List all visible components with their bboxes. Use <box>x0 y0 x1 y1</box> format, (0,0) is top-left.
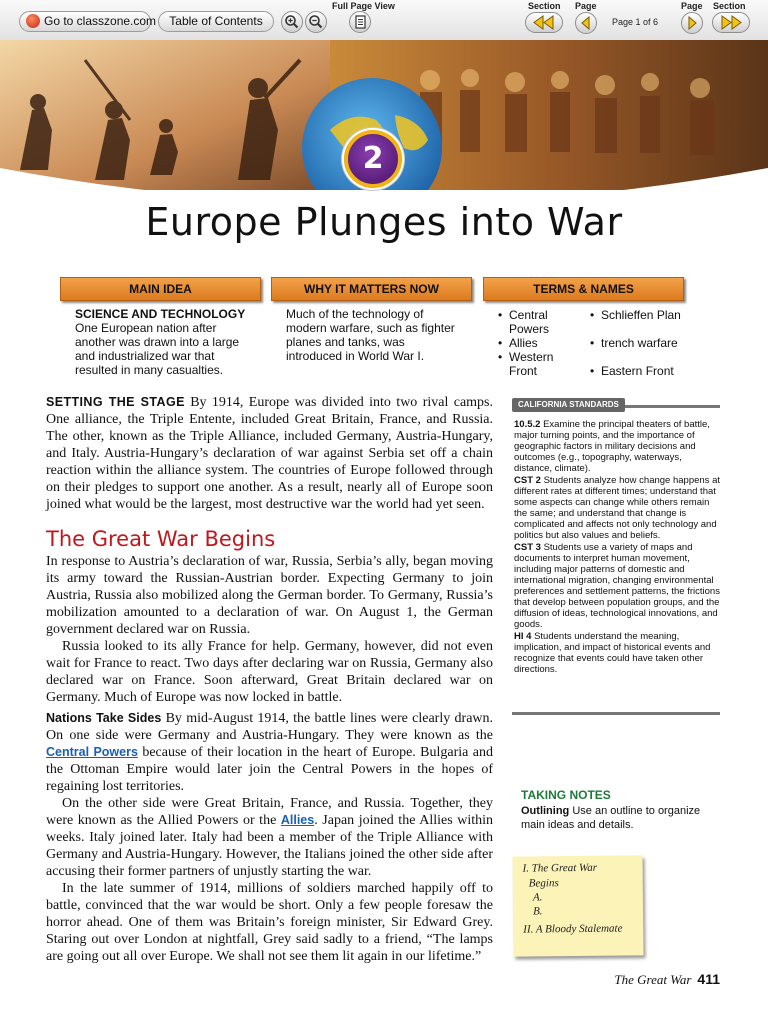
taking-notes-strategy: Outlining <box>521 805 570 817</box>
previous-page-button[interactable] <box>575 12 597 34</box>
main-idea-category: SCIENCE AND TECHNOLOGY <box>75 307 246 321</box>
setting-the-stage-lead: SETTING THE STAGE <box>46 395 185 409</box>
allies-paragraph <box>46 795 493 880</box>
page-indicator: Page 1 of 6 <box>612 17 659 27</box>
page-title: Europe Plunges into War <box>145 200 623 244</box>
paragraph-text: On the other side were Great Britain, France, and Russia. Together, they were known as the Allied Powers or the <box>46 796 493 828</box>
outline-line: I. The Great War <box>522 861 598 875</box>
central-powers-link[interactable]: Central Powers <box>46 745 138 759</box>
standards-label: CALIFORNIA STANDARDS <box>512 398 625 412</box>
classzone-button[interactable] <box>19 11 157 32</box>
paragraph: Russia looked to its ally France for help. Germany, however, did not even wait for France to react. Two days after declaring war on Russia, Germany also declared war on France. Soon afterward, Great Britain declared war on Germany. Much of Europe was now locked in battle. <box>46 639 493 705</box>
table-of-contents-button[interactable]: Table of Contents <box>158 11 274 32</box>
why-it-matters-text: Much of the technology of modern warfare, such as fighter planes and tanks, was introduced in World War I. <box>286 307 455 363</box>
previous-section-button[interactable] <box>525 12 563 33</box>
standards-list <box>514 419 720 676</box>
taking-notes-text: Outlining Use an outline to organize main ideas and details. <box>521 805 701 831</box>
paragraph-text: . Japan joined the Allies within weeks. Italy joined later. Italy had been a member of the Triple Alliance with Germany and Austria-Hungary. However, the Italians joined the other side after accusing their former partners of unjustly starting the war. <box>46 813 493 879</box>
term-item: • Schlieffen Plan <box>590 308 681 322</box>
arrow-left-icon <box>576 13 596 33</box>
term-item: • Western Front <box>498 350 554 378</box>
main-idea-body <box>75 307 250 377</box>
taking-notes-title: TAKING NOTES <box>521 788 611 802</box>
viewer-toolbar <box>0 0 768 41</box>
full-page-view-label: Full Page View <box>332 1 395 11</box>
chapter-number-badge: 2 <box>344 130 402 188</box>
classzone-label: Go to classzone.com <box>44 14 157 28</box>
zoom-in-icon <box>282 12 302 32</box>
page-view-icon <box>350 12 370 32</box>
double-arrow-left-icon <box>526 13 562 32</box>
outline-line: Begins <box>528 877 559 890</box>
term-item: • Eastern Front <box>590 364 674 378</box>
zoom-out-icon <box>306 12 326 32</box>
paragraph: In the late summer of 1914, millions of soldiers marched happily off to battle, convinced that the war would be short. Only a few people foresaw the horror ahead. One of them was Britain’s foreign minister, Sir Edward Grey. Staring out over London at nightfall, Grey said sadly to a friend, “The lamps are going out all over Europe. We shall not see them lit again in our lifetime.” <box>46 881 493 964</box>
zoom-in-button[interactable] <box>281 11 303 33</box>
standard-item: HI 4 Students understand the meaning, implication, and impact of historical events and recognize that events could have taken other directions. <box>514 631 711 675</box>
allies-link[interactable]: Allies <box>280 813 315 827</box>
page-next-label: Page <box>681 1 703 11</box>
why-it-matters-header: WHY IT MATTERS NOW <box>271 277 472 301</box>
terms-names-header: TERMS & NAMES <box>483 277 684 301</box>
section-prev-label: Section <box>528 1 561 11</box>
setting-the-stage-text: By 1914, Europe was divided into two rival camps. One alliance, the Triple Entente, included Great Britain, France, and Russia. The other, known as the Triple Alliance, included Germany, Austria-Hungary, and Italy. Austria-Hungary’s declaration of war against Serbia set off a chain reaction within the alliance system. The countries of Europe followed through on their pledges to support one another. As a result, nearly all of Europe soon joined what would be the largest, most destructive war the world had yet seen. <box>46 395 493 512</box>
paragraph: In response to Austria’s declaration of war, Russia, Serbia’s ally, began moving its army toward the Russian-Austrian border. Expecting Germany to join Austria, Russia also mobilized along the German border. To Germany, Russia’s mobilization amounted to a declaration of war. On August 1, the German government declared war on Russia. <box>46 554 493 637</box>
page-footer <box>614 971 720 988</box>
arrow-right-icon <box>682 13 702 33</box>
paragraph-text: because of their location in the heart of Europe. Bulgaria and the Ottoman Empire would later join the Central Powers in the hopes of regaining lost territories. <box>46 745 493 794</box>
full-page-view-button[interactable] <box>349 11 371 33</box>
next-page-button[interactable] <box>681 12 703 34</box>
globe-icon <box>26 14 40 28</box>
outline-line: B. <box>532 905 543 918</box>
double-arrow-right-icon <box>713 13 749 32</box>
section-next-label: Section <box>713 1 746 11</box>
setting-the-stage <box>46 394 493 513</box>
standards-bottom-rule <box>512 712 720 715</box>
standard-item: CST 2 Students analyze how change happens at different rates at different times; understand that some aspects can change while others remain the same; and understand that change is complicated and affects not only technology and politics but also values and beliefs. <box>514 475 720 541</box>
next-section-button[interactable] <box>712 12 750 33</box>
outline-line: A. <box>532 891 543 904</box>
section-heading: The Great War Begins <box>46 527 276 551</box>
outline-note-card <box>512 855 643 956</box>
nations-take-sides-subheading: Nations Take Sides <box>46 711 162 725</box>
page-prev-label: Page <box>575 1 597 11</box>
standard-item: 10.5.2 Examine the principal theaters of battle, major turning points, and the importance of geographic factors in military decisions and outcomes (e.g., topography, waterways, distance, climate). <box>514 419 710 474</box>
term-item: • Allies <box>498 336 538 350</box>
nations-take-sides-paragraph <box>46 710 493 795</box>
outline-line: II. A Bloody Stalemate <box>523 922 623 936</box>
zoom-out-button[interactable] <box>305 11 327 33</box>
term-item: • Central Powers <box>498 308 550 336</box>
paragraph-text: By mid-August 1914, the battle lines were clearly drawn. On one side were Germany and Austria-Hungary. They were known as the <box>46 711 494 743</box>
page-number: 411 <box>697 971 720 987</box>
footer-section-name: The Great War <box>614 972 692 987</box>
term-item: • trench warfare <box>590 336 678 350</box>
main-idea-text: One European nation after another was drawn into a large and industrialized war that resulted in many casualties. <box>75 321 240 377</box>
standard-item: CST 3 Students use a variety of maps and documents to interpret human movement, including major patterns of domestic and international migration, changing environmental preferences and settlement patterns, the frictions that develop between population groups, and the diffusion of ideas, technological innovations, and goods. <box>514 542 720 630</box>
main-idea-header: MAIN IDEA <box>60 277 261 301</box>
